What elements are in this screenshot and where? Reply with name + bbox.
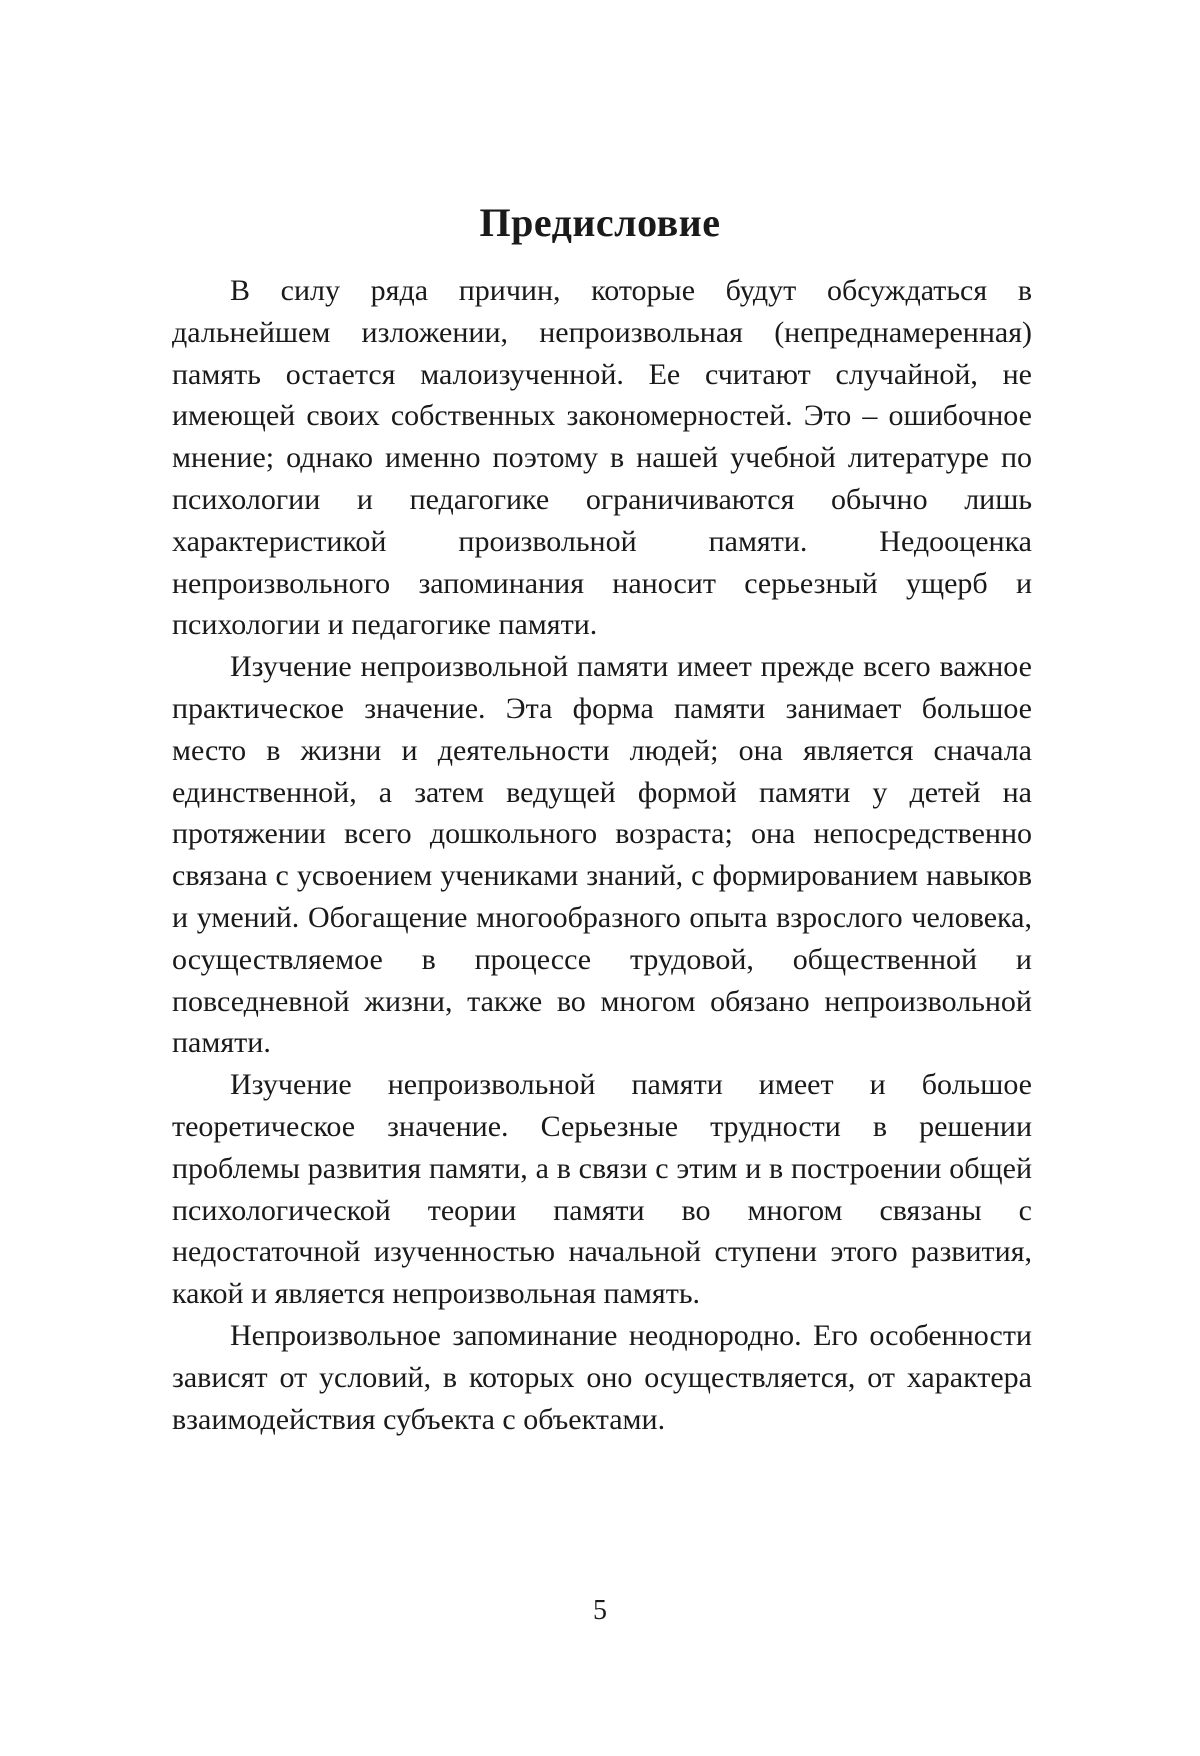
paragraph-4: Непроизвольное запоминание неоднородно. Его особенности зависят от условий, в которых оно осуществляется, от характера взаимодействия субъекта с объектами. <box>172 1318 1032 1436</box>
paragraph-3: Изучение непроизвольной памяти имеет и большое теоретическое значение. Серьезные трудности в решении проблемы развития памяти, а в связи с этим и в построении общей психологической теории памяти во многом связаны с недостаточной изученностью начальной ступени этого развития, какой и является непроизвольная память. <box>172 1068 1032 1311</box>
paragraph-2: Изучение непроизвольной памяти имеет прежде всего важное практическое значение. Эта форма памяти занимает большое место в жизни и деятельности людей; она является сначала единственной, а затем ведущей формой памяти у детей на протяжении всего дошкольного возраста; она непосредственно связана с усвоением учениками знаний, с формированием навыков и умений. Обогащение многообразного опыта взрослого человека, осуществляемое в процессе трудовой, общественной и повседневной жизни, также во многом обязано непроизвольной памяти. <box>172 650 1032 1060</box>
page-title: Предисловие <box>479 199 721 245</box>
page-number: 5 <box>593 1595 607 1626</box>
paragraph-1: В силу ряда причин, которые будут обсуждаться в дальнейшем изложении, непроизвольная (непреднамеренная) память остается малоизученной. Ее считают случайной, не имеющей своих собственных закономерностей. Это – ошибочное мнение; однако именно поэтому в нашей учебной литературе по психологии и педагогике ограничиваются обычно лишь характеристикой произвольной памяти. Недооценка непроизвольного запоминания наносит серьезный ущерб и психологии и педагогике памяти. <box>172 274 1032 642</box>
body-text <box>172 270 1032 1440</box>
